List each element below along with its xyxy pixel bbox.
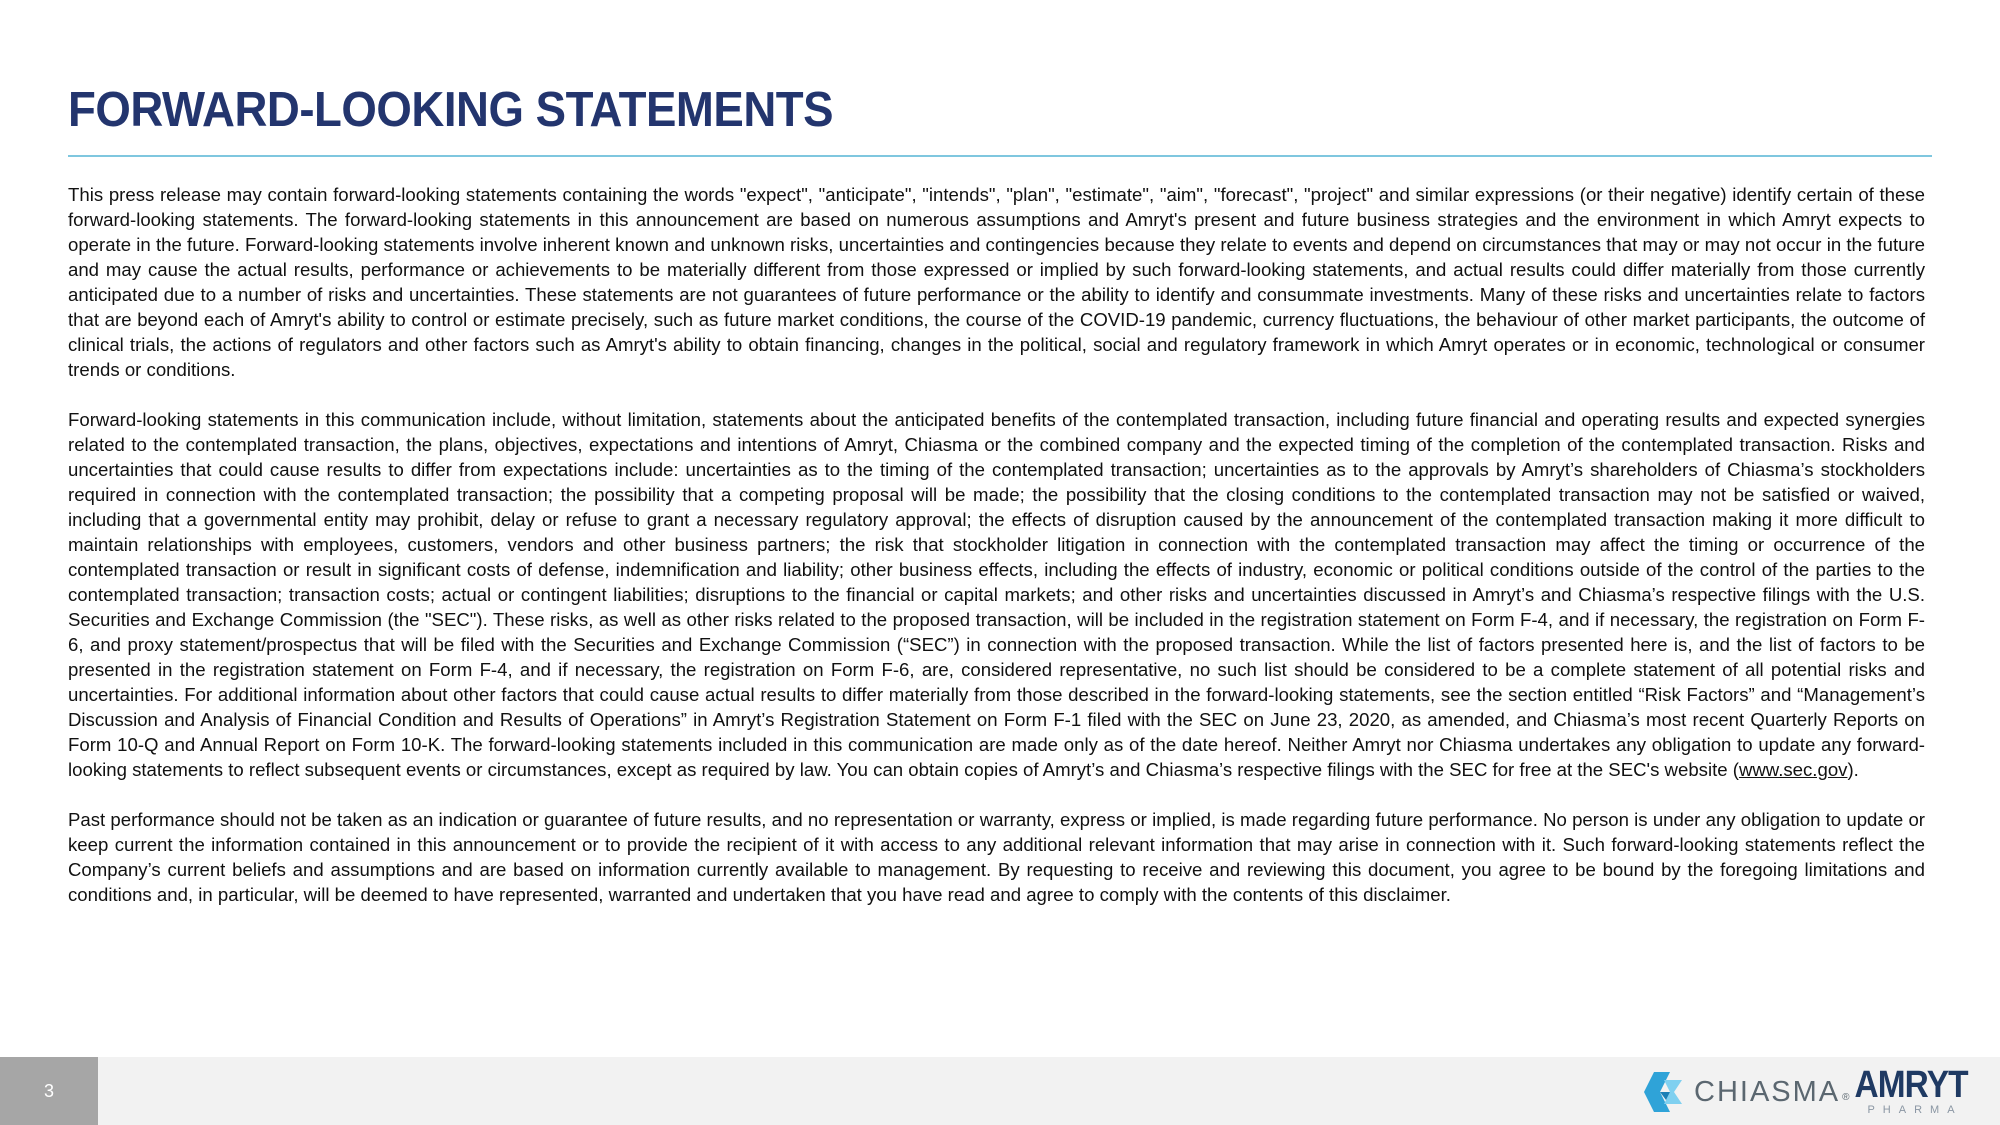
amryt-logo-subtitle: PHARMA (1867, 1104, 1963, 1116)
paragraph-transaction-text: Forward-looking statements in this communication include, without limitation, statements about the anticipated benefits of the contemplated transaction, including future financial and operating results and expected synergies related to the contemplated transaction, the plans, objectives, expectations and intentions of Amryt, Chiasma or the combined company and the expected timing of the completion of the contemplated transaction. Risks and uncertainties that could cause results to differ from expectations include: uncertainties as to the timing of the contemplated transaction; uncertainties as to the approvals by Amryt’s shareholders of Chiasma’s stockholders required in connection with the contemplated transaction; the possibility that a competing proposal will be made; the possibility that the closing conditions to the contemplated transaction may not be satisfied or waived, including that a governmental entity may prohibit, delay or refuse to grant a necessary regulatory approval; the effects of disruption caused by the announcement of the contemplated transaction making it more difficult to maintain relationships with employees, customers, vendors and other business partners; the risk that stockholder litigation in connection with the contemplated transaction may affect the timing or occurrence of the contemplated transaction or result in significant costs of defense, indemnification and liability; other business effects, including the effects of industry, economic or political conditions outside of the control of the parties to the contemplated transaction; transaction costs; actual or contingent liabilities; disruptions to the financial or capital markets; and other risks and uncertainties discussed in Amryt’s and Chiasma’s respective filings with the U.S. Securities and Exchange Commission (the "SEC"). These risks, as well as other risks related to the proposed transaction, will be included in the registration statement on Form F-4, and if necessary, the registration on Form F-6, and proxy statement/prospectus that will be filed with the Securities and Exchange Commission (“SEC”) in connection with the proposed transaction. While the list of factors presented here is, and the list of factors to be presented in the registration statement on Form F-4, and if necessary, the registration on Form F-6, are, considered representative, no such list should be considered to be a complete statement of all potential risks and uncertainties. For additional information about other factors that could cause actual results to differ materially from those described in the forward-looking statements, see the section entitled “Risk Factors” and “Management’s Discussion and Analysis of Financial Condition and Results of Operations” in Amryt’s Registration Statement on Form F-1 filed with the SEC on June 23, 2020, as amended, and Chiasma’s most recent Quarterly Reports on Form 10-Q and Annual Report on Form 10-K. The forward-looking statements included in this communication are made only as of the date hereof. Neither Amryt nor Chiasma undertakes any obligation to update any forward-looking statements to reflect subsequent events or circumstances, except as required by law. You can obtain copies of Amryt’s and Chiasma’s respective filings with the SEC for free at the SEC's website ( (68, 409, 1925, 780)
disclaimer-body (68, 182, 1925, 932)
chiasma-trademark: ® (1842, 1091, 1850, 1103)
paragraph-transaction (68, 407, 1925, 782)
amryt-logo-text: AMRYT (1854, 1064, 1968, 1106)
paragraph-risks: This press release may contain forward-looking statements containing the words "expect", "anticipate", "intends", "plan", "estimate", "aim", "forecast", "project" and similar expressions (or their negative) identify certain of these forward-looking statements. The forward-looking statements in this announcement are based on numerous assumptions and Amryt's present and future business strategies and the environment in which Amryt expects to operate in the future. Forward-looking statements involve inherent known and unknown risks, uncertainties and contingencies because they relate to events and depend on circumstances that may or may not occur in the future and may cause the actual results, performance or achievements to be materially different from those expressed or implied by such forward-looking statements, and actual results could differ materially from those currently anticipated due to a number of risks and uncertainties. These statements are not guarantees of future performance or the ability to identify and consummate investments. Many of these risks and uncertainties relate to factors that are beyond each of Amryt's ability to control or estimate precisely, such as future market conditions, the course of the COVID-19 pandemic, currency fluctuations, the behaviour of other market participants, the outcome of clinical trials, the actions of regulators and other factors such as Amryt's ability to obtain financing, changes in the political, social and regulatory framework in which Amryt operates or in economic, technological or consumer trends or conditions. (68, 184, 1925, 380)
page-number: 3 (0, 1057, 98, 1125)
chiasma-logo-text: CHIASMA (1694, 1075, 1841, 1108)
slide-footer (0, 1057, 2000, 1125)
slide-title: FORWARD-LOOKING STATEMENTS (68, 83, 834, 137)
paragraph-past-performance: Past performance should not be taken as an indication or guarantee of future results, and no representation or warranty, express or implied, is made regarding future performance. No person is under any obligation to update or keep current the information contained in this announcement or to provide the recipient of it with access to any additional relevant information that may arise in connection with it. Such forward-looking statements reflect the Company’s current beliefs and assumptions and are based on information currently available to management. By requesting to receive and reviewing this document, you agree to be bound by the foregoing limitations and conditions and, in particular, will be deemed to have represented, warranted and undertaken that you have read and agree to comply with the contents of this disclaimer. (68, 809, 1925, 905)
chiasma-mark-icon (1640, 1070, 1686, 1114)
chiasma-logo (1640, 1070, 1850, 1114)
amryt-logo (1847, 1064, 1971, 1117)
sec-website-link[interactable]: www.sec.gov (1738, 759, 1848, 780)
paragraph-transaction-end: ). (1847, 759, 1859, 780)
title-divider (68, 155, 1932, 157)
